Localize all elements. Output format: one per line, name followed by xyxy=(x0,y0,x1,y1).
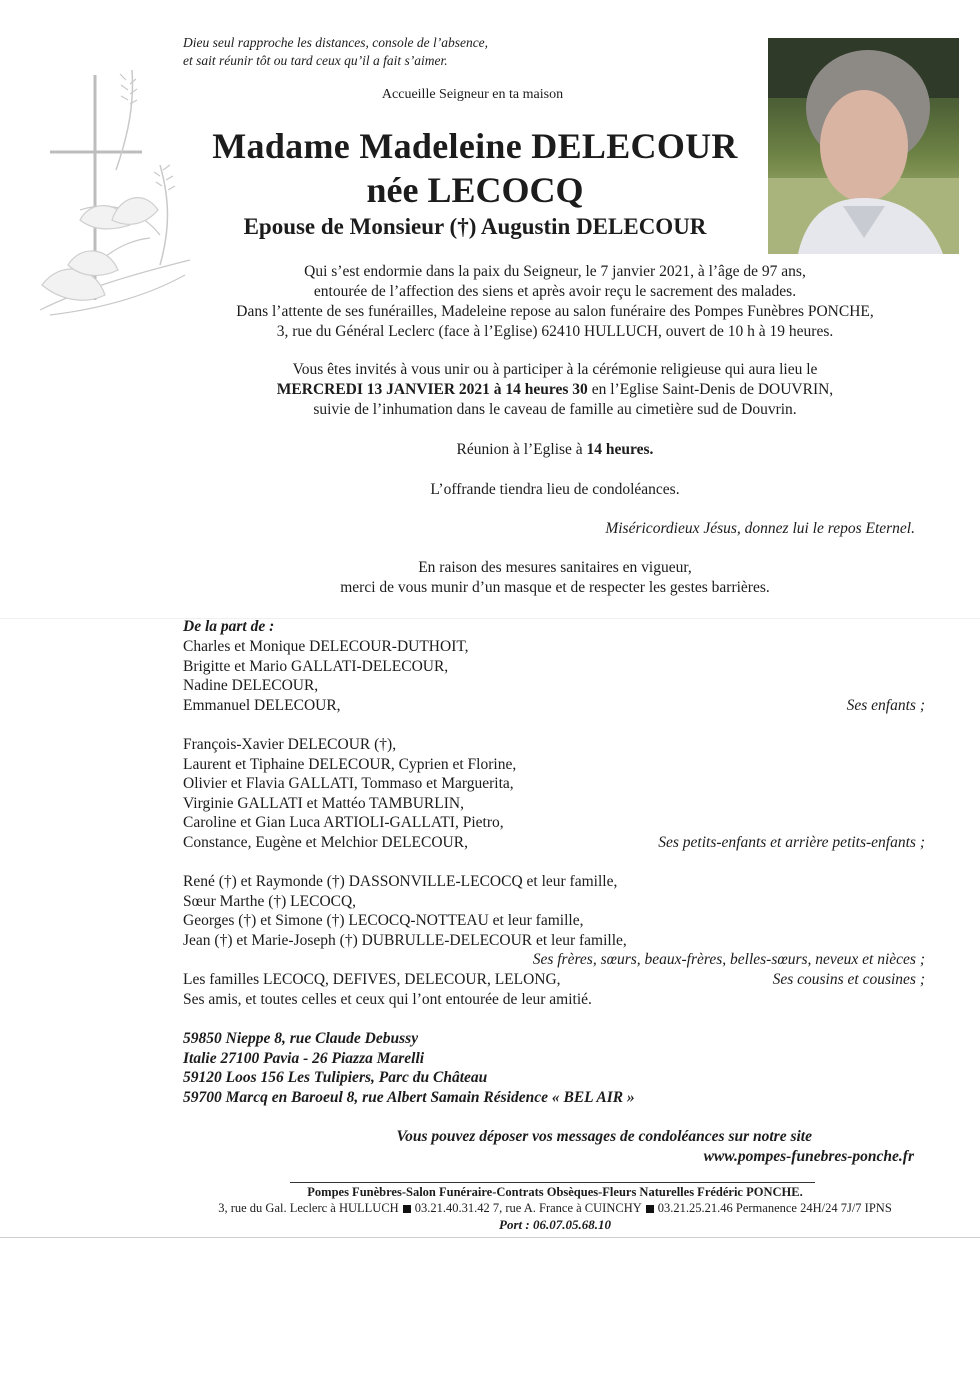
sanitary-line-1: En raison des mesures sanitaires en vigueur, xyxy=(418,559,692,576)
list-item: Olivier et Flavia GALLATI, Tommaso et Marguerita, xyxy=(183,775,514,793)
footer-mobile: Port : 06.07.05.68.10 xyxy=(499,1217,611,1232)
scan-edge-line xyxy=(0,1237,980,1238)
address-item: Italie 27100 Pavia - 26 Piazza Marelli xyxy=(183,1049,425,1067)
address-item: 59120 Loos 156 Les Tulipiers, Parc du Château xyxy=(183,1069,488,1087)
website-link[interactable]: www.pompes-funebres-ponche.fr xyxy=(703,1148,914,1165)
list-item: Constance, Eugène et Melchior DELECOUR, xyxy=(183,833,468,851)
list-item: François-Xavier DELECOUR (†), xyxy=(183,736,397,753)
reunion-line xyxy=(160,440,950,460)
deceased-name: Madame Madeleine DELECOUR xyxy=(212,126,738,166)
permanence-info: 03.21.25.21.46 Permanence 24H/24 7J/7 IPNS xyxy=(657,1201,892,1215)
phone-square-icon xyxy=(646,1205,654,1213)
siblings-group xyxy=(183,872,963,950)
announce-line-3: Dans l’attente de ses funérailles, Madeleine repose au salon funéraire des Pompes Funèbres PONCHE, xyxy=(236,303,874,320)
ceremony-line-1: Vous êtes invités à vous unir ou à participer à la cérémonie religieuse qui aura lieu le xyxy=(292,361,818,378)
spouse-line: Epouse de Monsieur (†) Augustin DELECOUR xyxy=(243,214,707,239)
address-item: 59700 Marcq en Baroeul 8, rue Albert Samain Résidence « BEL AIR » xyxy=(183,1088,635,1106)
list-item: René (†) et Raymonde (†) DASSONVILLE-LECOCQ et leur famille, xyxy=(183,873,618,890)
grandchildren-label: Ses petits-enfants et arrière petits-enfants ; xyxy=(658,834,925,851)
condolences-text: Vous pouvez déposer vos messages de condoléances sur notre site xyxy=(396,1128,812,1145)
sanitary-line-2: merci de vous munir d’un masque et de respecter les gestes barrières. xyxy=(340,579,770,596)
quote-line-2: et sait réunir tôt ou tard ceux qu’il a fait s’aimer. xyxy=(183,53,448,68)
prayer-line: Miséricordieux Jésus, donnez lui le repos Eternel. xyxy=(605,520,915,537)
accueil-line: Accueille Seigneur en ta maison xyxy=(381,87,564,102)
reunion-text: Réunion à l’Eglise à xyxy=(456,441,587,458)
footer-contacts xyxy=(140,1201,970,1216)
ceremony-date: MERCREDI 13 JANVIER 2021 à 14 heures 30 xyxy=(276,381,588,398)
announce-line-2: entourée de l’affection des siens et après avoir reçu le sacrement des malades. xyxy=(313,283,797,300)
sanitary-notice xyxy=(160,558,950,598)
ceremony-line-3: suivie de l’inhumation dans le caveau de famille au cimetière sud de Douvrin. xyxy=(313,401,797,418)
list-item: Caroline et Gian Luca ARTIOLI-GALLATI, Pietro, xyxy=(183,814,504,832)
children-label: Ses enfants ; xyxy=(846,697,925,714)
list-item: Virginie GALLATI et Mattéo TAMBURLIN, xyxy=(183,794,464,812)
phone-square-icon xyxy=(403,1205,411,1213)
list-item: Emmanuel DELECOUR, xyxy=(183,696,341,714)
cousins-label: Ses cousins et cousines ; xyxy=(772,971,925,988)
maiden-name: née LECOCQ xyxy=(366,170,584,210)
ceremony-place: en l’Eglise Saint-Denis de DOUVRIN, xyxy=(587,381,834,398)
list-item: Georges (†) et Simone (†) LECOCQ-NOTTEAU et leur famille, xyxy=(183,912,584,930)
cousins-names: Les familles LECOCQ, DEFIVES, DELECOUR, LELONG, xyxy=(183,971,561,988)
list-item: Laurent et Tiphaine DELECOUR, Cyprien et Florine, xyxy=(183,755,517,773)
cuinchy-address: 03.21.40.31.42 7, rue A. France à CUINCHY xyxy=(414,1201,642,1215)
quote-line-1: Dieu seul rapproche les distances, console de l’absence, xyxy=(183,35,489,50)
siblings-label: Ses frères, sœurs, beaux-frères, belles-sœurs, neveux et nièces ; xyxy=(532,951,925,968)
addresses xyxy=(183,1029,963,1107)
announce-line-4: 3, rue du Général Leclerc (face à l’Eglise) 62410 HULLUCH, ouvert de 10 h à 19 heures. xyxy=(276,323,834,340)
list-item: Charles et Monique DELECOUR-DUTHOIT, xyxy=(183,638,469,655)
footer-rule xyxy=(290,1182,815,1183)
offrande-line: L’offrande tiendra lieu de condoléances. xyxy=(430,481,680,498)
list-item: Nadine DELECOUR, xyxy=(183,677,319,695)
list-item: Brigitte et Mario GALLATI-DELECOUR, xyxy=(183,657,449,675)
de-la-part-heading: De la part de : xyxy=(183,618,275,635)
footer-company: Pompes Funèbres-Salon Funéraire-Contrats Obsèques-Fleurs Naturelles Frédéric PONCHE. xyxy=(307,1185,803,1199)
address-item: 59850 Nieppe 8, rue Claude Debussy xyxy=(183,1030,419,1047)
announcement xyxy=(160,262,950,342)
ceremony-line-2 xyxy=(160,380,950,400)
announce-line-1: Qui s’est endormie dans la paix du Seigneur, le 7 janvier 2021, à l’âge de 97 ans, xyxy=(304,263,806,280)
opening-quote xyxy=(183,34,603,70)
hulluch-address: 3, rue du Gal. Leclerc à HULLUCH xyxy=(218,1201,399,1215)
list-item: Jean (†) et Marie-Joseph (†) DUBRULLE-DELECOUR et leur famille, xyxy=(183,931,627,949)
ceremony xyxy=(160,360,950,420)
list-item: Sœur Marthe (†) LECOCQ, xyxy=(183,892,357,910)
friends-line: Ses amis, et toutes celles et ceux qui l’ont entourée de leur amitié. xyxy=(183,991,592,1008)
reunion-time: 14 heures. xyxy=(586,441,654,458)
